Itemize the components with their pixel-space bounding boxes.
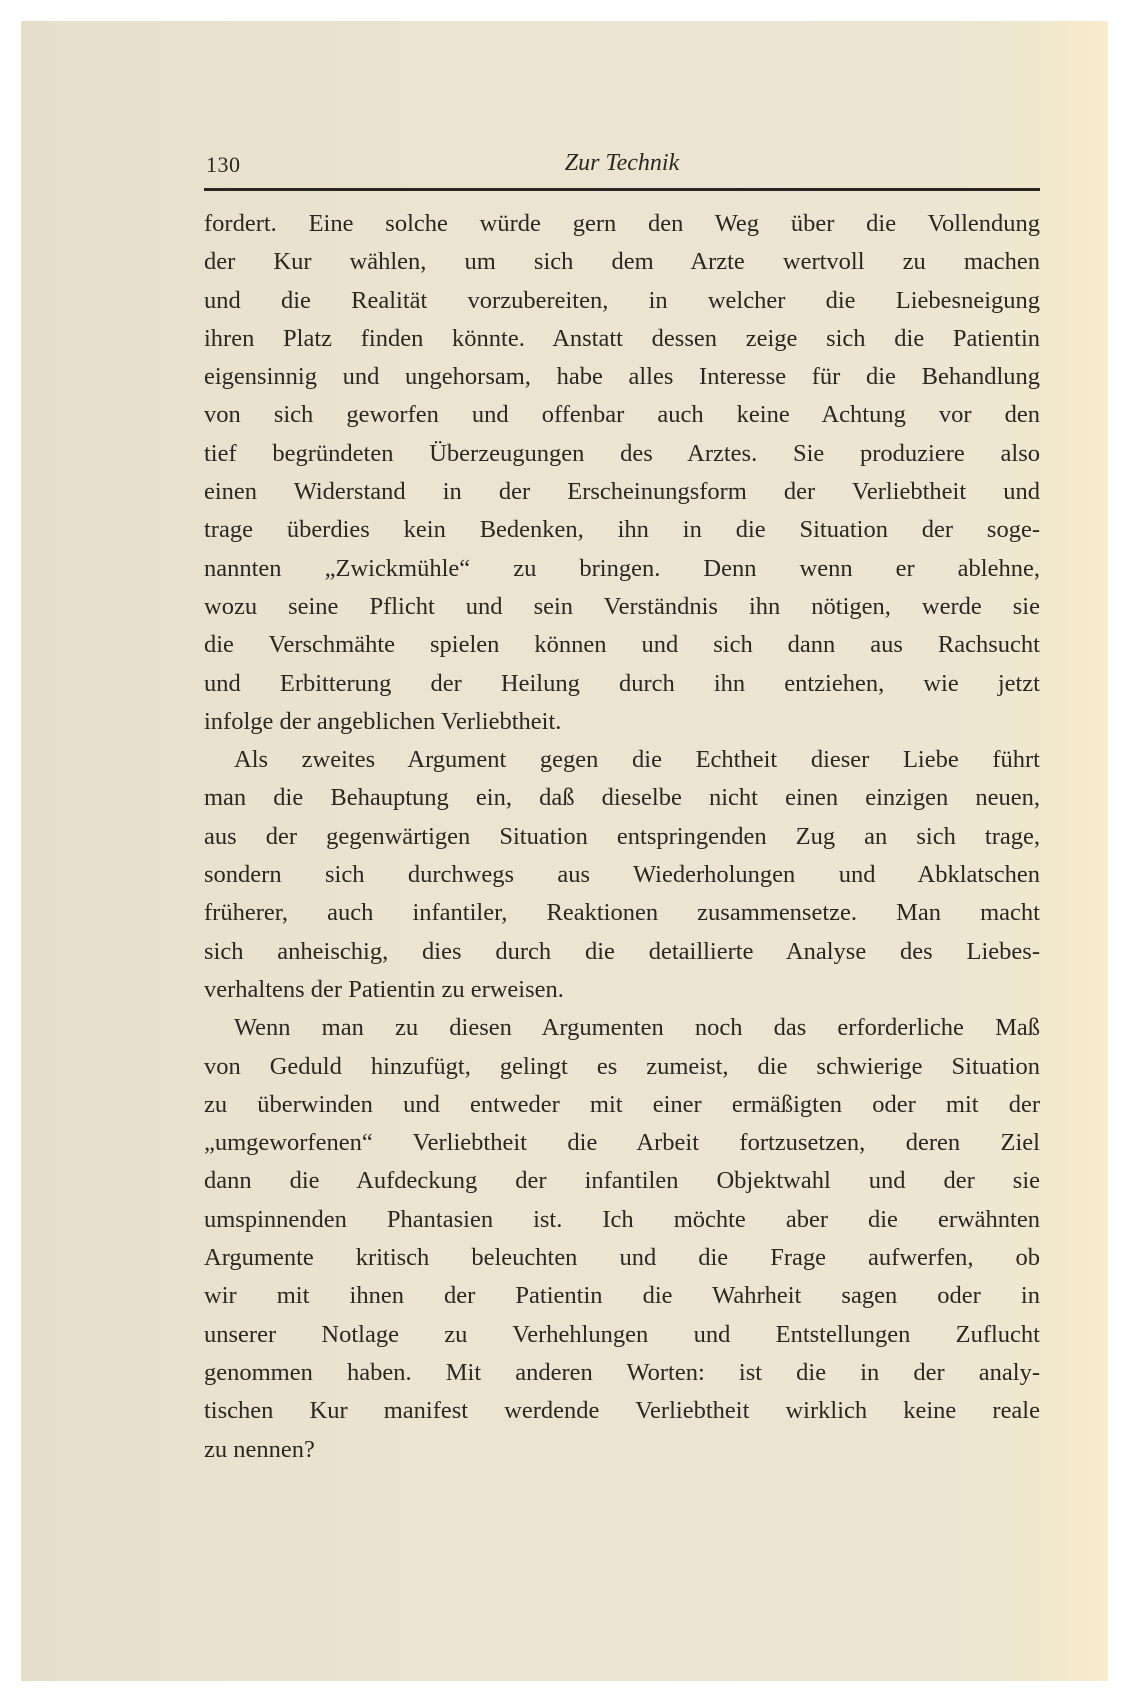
text-line: verhaltens der Patientin zu erweisen. — [204, 975, 564, 1003]
text-line: zu nennen? — [204, 1435, 315, 1463]
running-title: Zur Technik — [564, 150, 680, 176]
text-line: wir mit ihnen der Patientin die Wahrheit sagen oder in — [204, 1282, 1040, 1310]
body-text — [204, 205, 1040, 1469]
text-line: unserer Notlage zu Verhehlungen und Entstellungen Zuflucht — [204, 1320, 1040, 1348]
text-line: und Erbitterung der Heilung durch ihn entziehen, wie jetzt — [204, 669, 1040, 697]
text-line: umspinnenden Phantasien ist. Ich möchte aber die erwähnten — [204, 1205, 1040, 1233]
text-line: nannten „Zwickmühle“ zu bringen. Denn wenn er ablehne, — [204, 554, 1040, 582]
text-line: und die Realität vorzubereiten, in welcher die Liebesneigung — [204, 286, 1040, 314]
text-line: sondern sich durchwegs aus Wiederholungen und Abklatschen — [204, 861, 1040, 889]
page-number: 130 — [206, 152, 241, 177]
text-line: trage überdies kein Bedenken, ihn in die Situation der soge- — [204, 516, 1040, 544]
text-line: man die Behauptung ein, daß dieselbe nicht einen einzigen neuen, — [204, 784, 1040, 812]
text-line: von Geduld hinzufügt, gelingt es zumeist, die schwierige Situation — [204, 1052, 1040, 1080]
running-head — [204, 150, 1040, 182]
text-line: tischen Kur manifest werdende Verliebtheit wirklich keine reale — [204, 1397, 1040, 1425]
text-line: aus der gegenwärtigen Situation entspringenden Zug an sich trage, — [204, 822, 1040, 850]
text-line: eigensinnig und ungehorsam, habe alles Interesse für die Behandlung — [204, 363, 1040, 391]
text-line: tief begründeten Überzeugungen des Arztes. Sie produziere also — [204, 439, 1040, 467]
text-line: die Verschmähte spielen können und sich dann aus Rachsucht — [204, 631, 1040, 659]
text-line: infolge der angeblichen Verliebtheit. — [204, 707, 562, 735]
header-rule — [204, 188, 1040, 191]
text-line: wozu seine Pflicht und sein Verständnis ihn nötigen, werde sie — [204, 592, 1040, 620]
text-line: der Kur wählen, um sich dem Arzte wertvoll zu machen — [204, 248, 1040, 276]
paragraph-first-line: Wenn man zu diesen Argumenten noch das erforderliche Maß — [234, 1014, 1040, 1042]
text-line: fordert. Eine solche würde gern den Weg über die Vollendung — [204, 210, 1040, 237]
text-line: zu überwinden und entweder mit einer ermäßigten oder mit der — [204, 1090, 1040, 1118]
text-line: von sich geworfen und offenbar auch keine Achtung vor den — [204, 401, 1040, 429]
text-line: dann die Aufdeckung der infantilen Objektwahl und der sie — [204, 1167, 1040, 1195]
paragraph-first-line: Als zweites Argument gegen die Echtheit dieser Liebe führt — [234, 746, 1040, 774]
text-line: genommen haben. Mit anderen Worten: ist die in der analy- — [204, 1358, 1040, 1386]
text-line: einen Widerstand in der Erscheinungsform der Verliebtheit und — [204, 478, 1040, 506]
text-line: früherer, auch infantiler, Reaktionen zusammensetze. Man macht — [204, 899, 1040, 927]
text-line: ihren Platz finden könnte. Anstatt dessen zeige sich die Patientin — [204, 324, 1040, 352]
text-line: Argumente kritisch beleuchten und die Frage aufwerfen, ob — [204, 1244, 1040, 1272]
text-line: sich anheischig, dies durch die detaillierte Analyse des Liebes- — [204, 937, 1040, 965]
text-line: „umgeworfenen“ Verliebtheit die Arbeit fortzusetzen, deren Ziel — [204, 1129, 1040, 1157]
